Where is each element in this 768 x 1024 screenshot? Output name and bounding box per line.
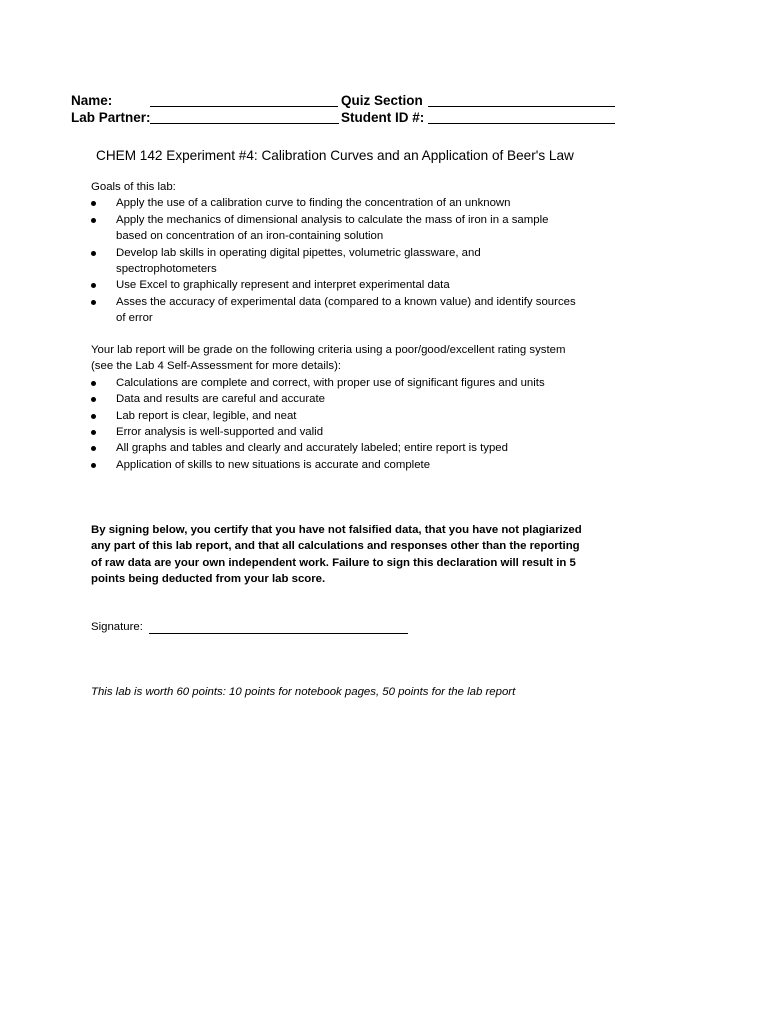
list-item: Data and results are careful and accurate <box>91 391 581 407</box>
bullet-icon <box>91 381 96 386</box>
bullet-icon <box>91 251 96 256</box>
lab-partner-field[interactable] <box>150 123 339 124</box>
bullet-icon <box>91 283 96 288</box>
list-item: Lab report is clear, legible, and neat <box>91 408 581 424</box>
bullet-icon <box>91 414 96 419</box>
bullet-icon <box>91 397 96 402</box>
bullet-icon <box>91 463 96 468</box>
list-item: Apply the use of a calibration curve to finding the concentration of an unknown <box>91 195 581 211</box>
bullet-icon <box>91 430 96 435</box>
goals-heading: Goals of this lab: <box>91 181 176 193</box>
quiz-section-label: Quiz Section <box>341 93 423 108</box>
list-item: Apply the mechanics of dimensional analysis to calculate the mass of iron in a sample based on concentration of an iron-containing solution <box>91 212 581 245</box>
list-item: Error analysis is well-supported and valid <box>91 424 581 440</box>
signature-label: Signature: <box>91 621 143 633</box>
bullet-icon <box>91 300 96 305</box>
list-item: Calculations are complete and correct, with proper use of significant figures and units <box>91 375 581 391</box>
goals-section <box>91 179 581 327</box>
bullet-icon <box>91 446 96 451</box>
points-note: This lab is worth 60 points: 10 points for notebook pages, 50 points for the lab report <box>91 686 516 698</box>
student-id-field[interactable] <box>428 123 615 124</box>
list-item: Use Excel to graphically represent and interpret experimental data <box>91 277 581 293</box>
name-label: Name: <box>71 93 113 108</box>
name-field[interactable] <box>150 106 338 107</box>
criteria-section <box>91 342 581 473</box>
criteria-intro: Your lab report will be grade on the following criteria using a poor/good/excellent rating system (see the Lab 4 Self-Assessment for more details): <box>91 344 566 373</box>
document-title: CHEM 142 Experiment #4: Calibration Curves and an Application of Beer's Law <box>96 148 574 163</box>
bullet-icon <box>91 218 96 223</box>
goals-list <box>91 195 581 326</box>
list-item: All graphs and tables and clearly and accurately labeled; entire report is typed <box>91 440 581 456</box>
lab-partner-label: Lab Partner: <box>71 110 151 125</box>
signature-field[interactable] <box>149 633 408 634</box>
bullet-icon <box>91 201 96 206</box>
list-item: Develop lab skills in operating digital pipettes, volumetric glassware, and spectrophotometers <box>91 245 581 278</box>
list-item: Asses the accuracy of experimental data (compared to a known value) and identify sources of error <box>91 294 581 327</box>
list-item: Application of skills to new situations is accurate and complete <box>91 457 581 473</box>
certification-statement: By signing below, you certify that you have not falsified data, that you have not plagiarized any part of this lab report, and that all calculations and responses other than the reporting of raw data are your own independent work. Failure to sign this declaration will result in 5 points being deducted from your lab score. <box>91 524 582 586</box>
student-id-label: Student ID #: <box>341 110 425 125</box>
criteria-list <box>91 375 581 473</box>
quiz-section-field[interactable] <box>428 106 615 107</box>
